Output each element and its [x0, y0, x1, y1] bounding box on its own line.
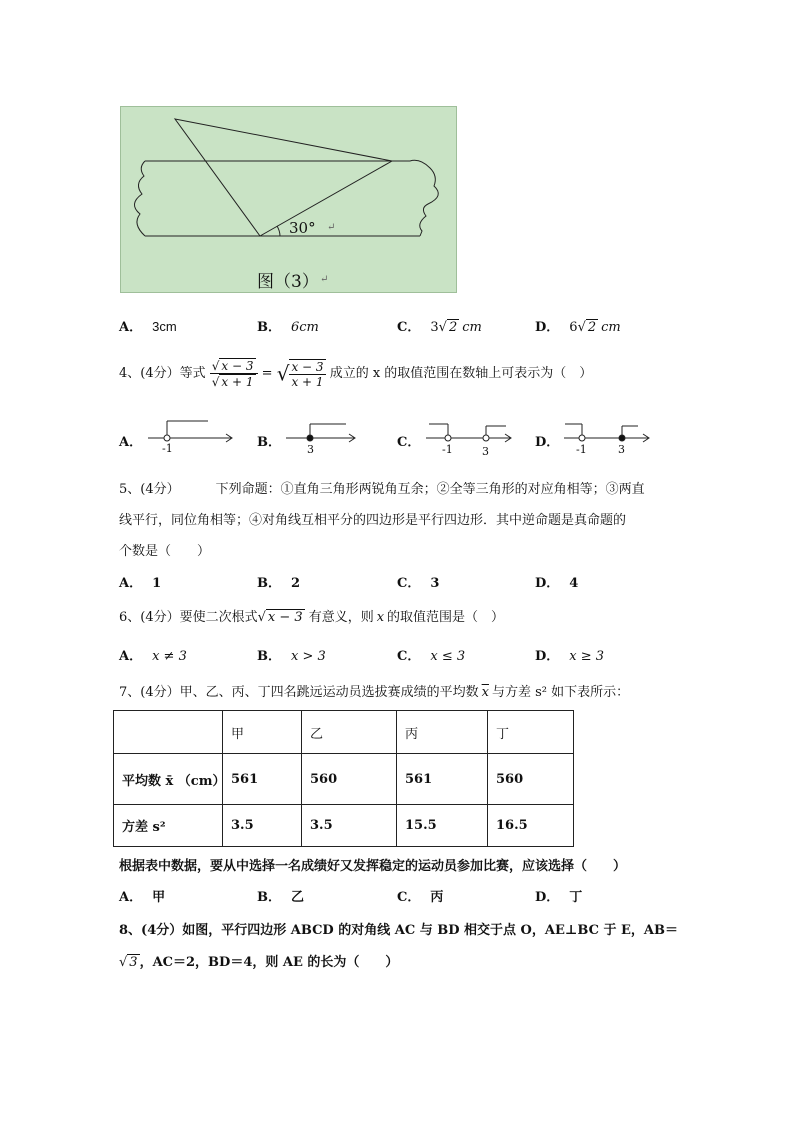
q4-option-c-number-line	[424, 418, 524, 458]
q5-line-2: 线平行，同位角相等；④对角线互相平分的四边形是平行四边形．其中逆命题是真命题的	[119, 513, 627, 528]
q5-line-3: 个数是（ ）	[119, 544, 211, 559]
figure-3	[120, 106, 457, 293]
q5-option-b[interactable]: B． 2	[257, 576, 301, 591]
q6-option-b[interactable]: B． x > 3	[257, 649, 326, 664]
q3-option-d[interactable]: D． 6√ 2 cm	[535, 320, 621, 335]
q4-stem: 4、(4分）等式 $\frac{√ x - 3}{√ x + 1}$ = √ $\frac{x - 3}{x + 1}$ 成立的 x 的取值范围在数轴上可表示为（ ）	[119, 359, 593, 389]
figure-background	[121, 107, 457, 293]
q3-option-a-value: 3cm	[152, 319, 177, 334]
q5-line-1: 5、(4分） 下列命题：①直角三角形两锐角互余；②全等三角形的对应角相等；③两直	[119, 482, 645, 497]
q8-line-2: √ 3 ，AC＝2，BD＝4，则 AE 的长为（ ）	[119, 955, 399, 970]
q8-line-1: 8、(4分）如图，平行四边形 ABCD 的对角线 AC 与 BD 相交于点 O，AE⊥BC 于 E，AB＝	[119, 923, 678, 938]
q3-option-c[interactable]: C． 3√ 2 cm	[397, 320, 482, 335]
table-row: 方差 s² 3.5 3.5 15.5 16.5	[114, 805, 574, 847]
q5-option-d[interactable]: D． 4	[535, 576, 579, 591]
q4-option-b[interactable]: B．	[257, 435, 281, 450]
table-row: 平均数 x̄ （cm） 561 560 561 560	[114, 754, 574, 805]
q4-d-tick-2: 3	[618, 443, 625, 456]
q3-option-b-value: 6cm	[291, 320, 319, 335]
return-mark-2: ↵	[320, 274, 329, 285]
q3-option-a[interactable]: A． 3cm	[119, 319, 177, 335]
q4-c-tick-1: -1	[442, 443, 453, 456]
q4-option-d[interactable]: D．	[535, 435, 560, 450]
q6-stem: 6、(4分）要使二次根式√ x − 3 有意义，则 x 的取值范围是（ ）	[119, 610, 505, 625]
q4-c-tick-2: 3	[482, 445, 489, 458]
q7-question: 根据表中数据，要从中选择一名成绩好又发挥稳定的运动员参加比赛，应该选择（ ）	[119, 859, 627, 874]
q7-option-d[interactable]: D． 丁	[535, 890, 583, 905]
q6-option-c[interactable]: C． x ≤ 3	[397, 649, 466, 664]
q7-option-a[interactable]: A． 甲	[119, 890, 166, 905]
figure-3-drawing	[120, 106, 457, 293]
q4-b-tick-1: 3	[307, 443, 314, 456]
q4-d-tick-1: -1	[576, 443, 587, 456]
q4-option-b-number-line	[284, 418, 379, 458]
q4-option-a-number-line	[146, 418, 241, 458]
q5-option-a[interactable]: A． 1	[119, 576, 162, 591]
q4-option-c[interactable]: C．	[397, 435, 421, 450]
figure-caption: 图（3）	[257, 272, 319, 292]
q7-stats-table	[113, 710, 574, 847]
table-header-row: 甲 乙 丙 丁	[114, 711, 574, 754]
return-mark-1: ↵	[327, 222, 336, 233]
q6-option-a[interactable]: A． x ≠ 3	[119, 649, 187, 664]
q6-option-d[interactable]: D． x ≥ 3	[535, 649, 605, 664]
q5-option-c[interactable]: C． 3	[397, 576, 440, 591]
q4-option-a[interactable]: A．	[119, 435, 143, 450]
q4-rhs-fraction: $\frac{x - 3}{x + 1}$	[291, 359, 324, 389]
q7-option-b[interactable]: B． 乙	[257, 890, 305, 905]
q7-option-c[interactable]: C． 丙	[397, 890, 444, 905]
q3-option-b[interactable]: B． 6cm	[257, 320, 319, 335]
q4-a-tick-1: -1	[162, 442, 173, 455]
q6-radicand: x − 3	[267, 610, 303, 625]
q4-lhs-fraction: $\frac{√ x - 3}{√ x + 1}$	[210, 358, 258, 389]
q8-sqrt3: 3	[129, 955, 138, 970]
angle-label: 30°	[289, 219, 316, 237]
q7-stem: 7、(4分）甲、乙、丙、丁四名跳远运动员选拔赛成绩的平均数 $\overline{x}$ 与方差 s² 如下表所示：	[119, 685, 630, 700]
